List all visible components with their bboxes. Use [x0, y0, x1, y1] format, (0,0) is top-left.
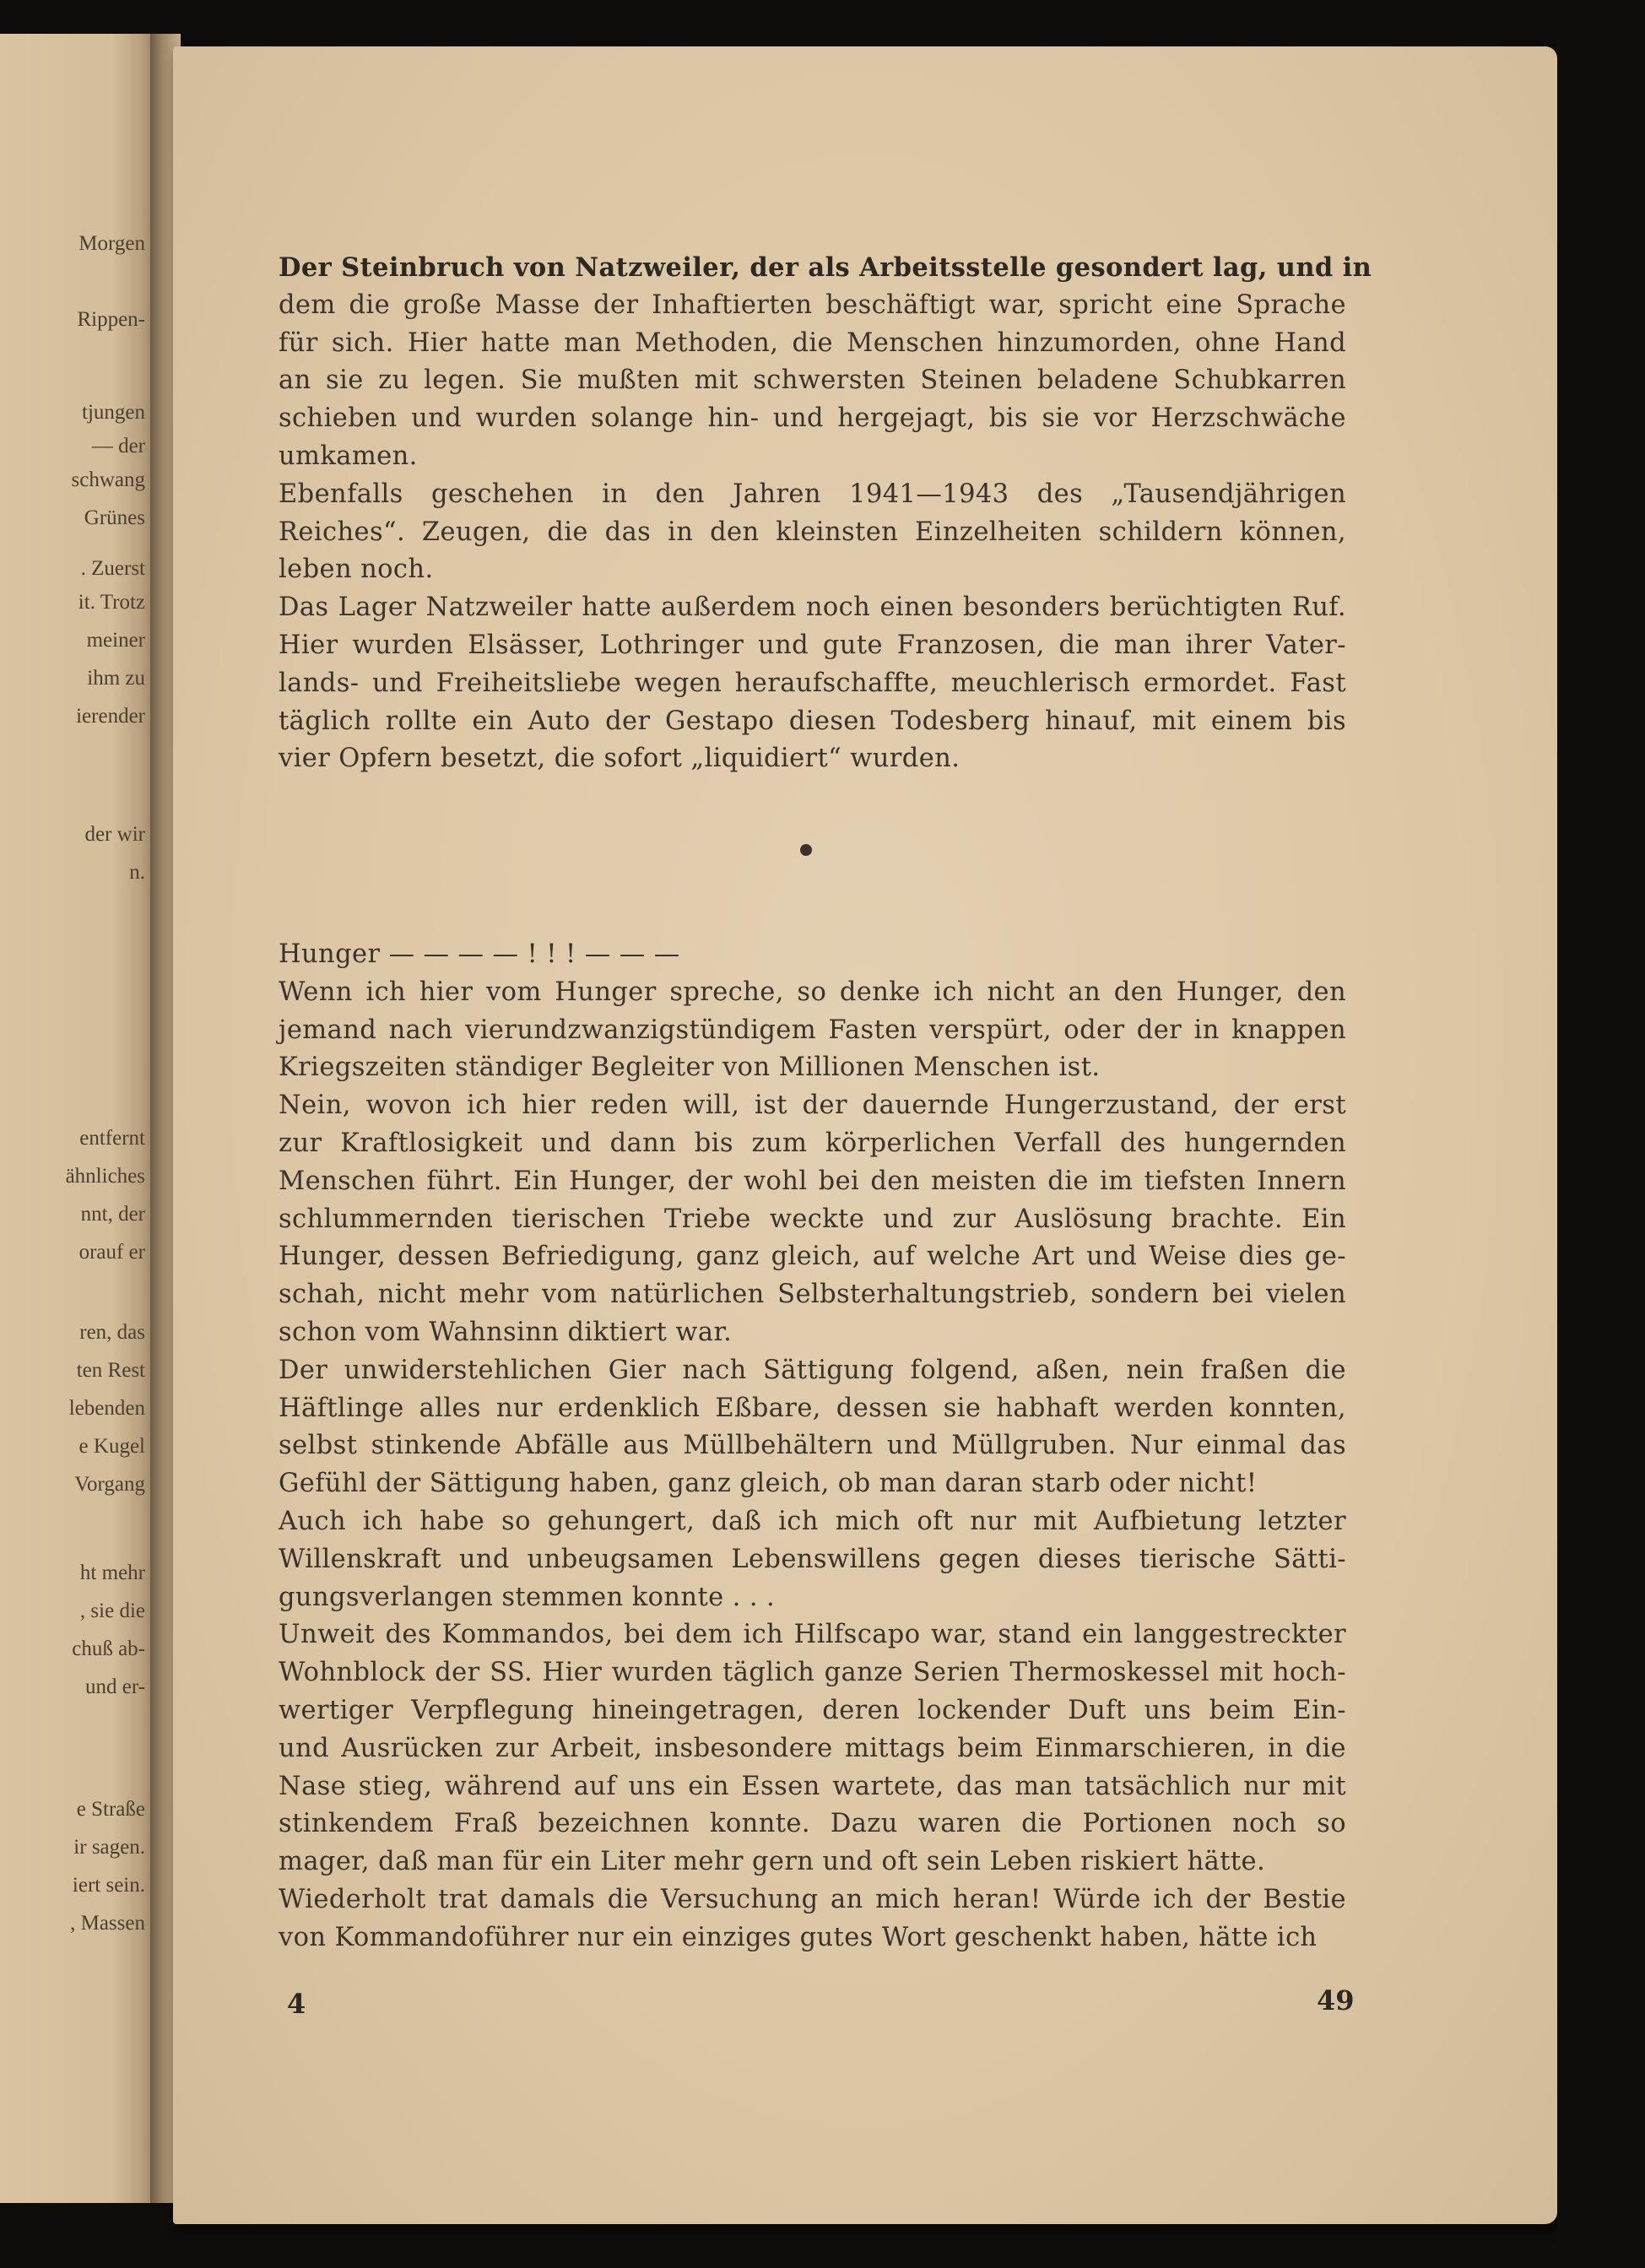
previous-page-fragment: ähnliches — [65, 1165, 145, 1188]
previous-page-fragment: ir sagen. — [73, 1836, 145, 1859]
section2-line: schah, nicht mehr vom natürlichen Selbsterhaltungstrieb, sondern bei vielen — [279, 1280, 1346, 1310]
section2-line: Menschen führt. Ein Hunger, der wohl bei den meisten die im tiefsten Innern — [279, 1166, 1346, 1196]
section2-line: Wenn ich hier vom Hunger spreche, so denke ich nicht an den Hunger, den — [279, 977, 1346, 1007]
section2-line: Nein, wovon ich hier reden will, ist der dauernde Hungerzustand, der erst — [279, 1091, 1346, 1121]
previous-page-fragment: it. Trotz — [78, 591, 145, 614]
section1-line: Hier wurden Elsässer, Lothringer und gute Franzosen, die man ihrer Vater- — [279, 630, 1346, 660]
section2-line: Gefühl der Sättigung haben, ganz gleich, ob man daran starb oder nicht! — [279, 1469, 1258, 1499]
section2-line: Nase stieg, während auf uns ein Essen wartete, das man tatsächlich nur mit — [279, 1771, 1346, 1801]
section2-line: Hunger — — — — ! ! ! — — — — [279, 939, 680, 969]
section1-line: Das Lager Natzweiler hatte außerdem noch einen besonders berüchtigten Ruf. — [279, 593, 1346, 623]
previous-page-fragment: ten Rest — [76, 1359, 145, 1382]
previous-page-fragment: — der — [91, 435, 145, 457]
section2-line: stinkendem Fraß bezeichnen konnte. Dazu waren die Portionen noch so — [279, 1809, 1346, 1839]
section1-line: leben noch. — [279, 555, 434, 585]
section2-line: Kriegszeiten ständiger Begleiter von Millionen Menschen ist. — [279, 1053, 1101, 1083]
previous-page-fragment: n. — [129, 861, 145, 884]
section-steinbruch — [279, 249, 1372, 778]
previous-page-fragment: , sie die — [79, 1600, 145, 1622]
section1-line: schieben und wurden solange hin- und hergejagt, bis sie vor Herzschwäche — [279, 403, 1346, 434]
section1-line: Reiches“. Zeugen, die das in den kleinsten Einzelheiten schildern können, — [279, 517, 1346, 547]
previous-page-fragment: ierender — [76, 705, 145, 728]
previous-page-fragment: ren, das — [79, 1321, 145, 1344]
previous-page-fragment: lebenden — [68, 1397, 145, 1420]
previous-page-fragment: ihm zu — [87, 667, 145, 690]
section1-line: täglich rollte ein Auto der Gestapo diesen Todesberg hinauf, mit einem bis — [279, 706, 1346, 736]
section2-line: Der unwiderstehlichen Gier nach Sättigung folgend, aßen, nein fraßen die — [279, 1355, 1346, 1385]
previous-page-fragment: ht mehr — [79, 1562, 145, 1584]
previous-page-fragment: iert sein. — [72, 1874, 145, 1897]
previous-page-fragment: e Straße — [76, 1798, 145, 1821]
section2-line: schlummernden tierischen Triebe weckte und zur Auslösung brachte. Ein — [279, 1204, 1346, 1234]
section-hunger — [279, 936, 1346, 1957]
previous-page-fragment: tjungen — [82, 401, 145, 424]
section1-line: Ebenfalls geschehen in den Jahren 1941—1943 des „Tausendjährigen — [279, 479, 1346, 509]
page-number: 49 — [1317, 1984, 1355, 2016]
previous-page — [0, 34, 160, 2203]
previous-page-fragment: meiner — [86, 629, 145, 652]
printer-signature-mark: 4 — [287, 1988, 306, 2020]
previous-page-fragment: entfernt — [79, 1127, 145, 1150]
section2-line: Auch ich habe so gehungert, daß ich mich oft nur mit Aufbietung letzter — [279, 1506, 1346, 1536]
section1-line: lands- und Freiheitsliebe wegen heraufschaffte, meuchlerisch ermordet. Fast — [279, 668, 1346, 698]
section-divider-ornament — [800, 844, 812, 856]
section2-line: Wohnblock der SS. Hier wurden täglich ganze Serien Thermoskessel mit hoch- — [279, 1658, 1346, 1688]
previous-page-fragment: orauf er — [78, 1241, 145, 1264]
section2-line: Unweit des Kommandos, bei dem ich Hilfscapo war, stand ein langgestreckter — [279, 1620, 1346, 1650]
section1-line: umkamen. — [279, 441, 418, 471]
background-edge — [1557, 0, 1645, 2268]
previous-page-fragment: nnt, der — [80, 1203, 145, 1226]
previous-page-fragment: chuß ab- — [72, 1637, 145, 1660]
book-page — [173, 46, 1557, 2224]
section2-line: schon vom Wahnsinn diktiert war. — [279, 1317, 733, 1347]
section1-line: dem die große Masse der Inhaftierten beschäftigt war, spricht eine Sprache — [279, 290, 1346, 320]
previous-page-fragment: schwang — [71, 468, 145, 491]
previous-page-fragment: Morgen — [78, 232, 145, 255]
section1-line: Der Steinbruch von Natzweiler, der als Arbeitsstelle gesondert lag, und in — [279, 252, 1372, 283]
section2-line: selbst stinkende Abfälle aus Müllbehältern und Müllgruben. Nur einmal das — [279, 1431, 1346, 1461]
previous-page-fragment: Vorgang — [74, 1473, 145, 1496]
section2-line: Häftlinge alles nur erdenklich Eßbare, dessen sie habhaft werden konnten, — [279, 1393, 1346, 1423]
section1-line: vier Opfern besetzt, die sofort „liquidiert“ wurden. — [279, 744, 960, 774]
previous-page-fragment: e Kugel — [78, 1435, 145, 1458]
previous-page-fragment: und er- — [85, 1675, 145, 1698]
section1-line: an sie zu legen. Sie mußten mit schwersten Steinen beladene Schubkarren — [279, 365, 1346, 396]
section2-line: gungsverlangen stemmen konnte . . . — [279, 1582, 776, 1612]
section2-line: Wiederholt trat damals die Versuchung an mich heran! Würde ich der Bestie — [279, 1884, 1346, 1914]
section2-line: von Kommandoführer nur ein einziges gutes Wort geschenkt haben, hätte ich — [279, 1922, 1318, 1952]
section2-line: wertiger Verpflegung hineingetragen, deren lockender Duft uns beim Ein- — [279, 1695, 1346, 1725]
section2-line: Willenskraft und unbeugsamen Lebenswillens gegen dieses tierische Sätti- — [279, 1544, 1346, 1574]
section2-line: mager, daß man für ein Liter mehr gern und oft sein Leben riskiert hätte. — [279, 1847, 1266, 1877]
previous-page-fragment: , Massen — [70, 1912, 145, 1935]
section1-line: für sich. Hier hatte man Methoden, die Menschen hinzumorden, ohne Hand — [279, 327, 1346, 358]
previous-page-fragment: der wir — [84, 823, 145, 846]
section2-line: jemand nach vierundzwanzigstündigem Fasten verspürt, oder der in knappen — [279, 1015, 1346, 1045]
previous-page-fragment: Grünes — [84, 506, 145, 529]
section2-line: Hunger, dessen Befriedigung, ganz gleich, auf welche Art und Weise dies ge- — [279, 1242, 1346, 1272]
previous-page-fragment: . Zuerst — [80, 557, 145, 580]
section2-line: zur Kraftlosigkeit und dann bis zum körperlichen Verfall des hungernden — [279, 1128, 1346, 1158]
section2-line: und Ausrücken zur Arbeit, insbesondere mittags beim Einmarschieren, in die — [279, 1733, 1346, 1763]
previous-page-fragment: Rippen- — [77, 308, 145, 331]
